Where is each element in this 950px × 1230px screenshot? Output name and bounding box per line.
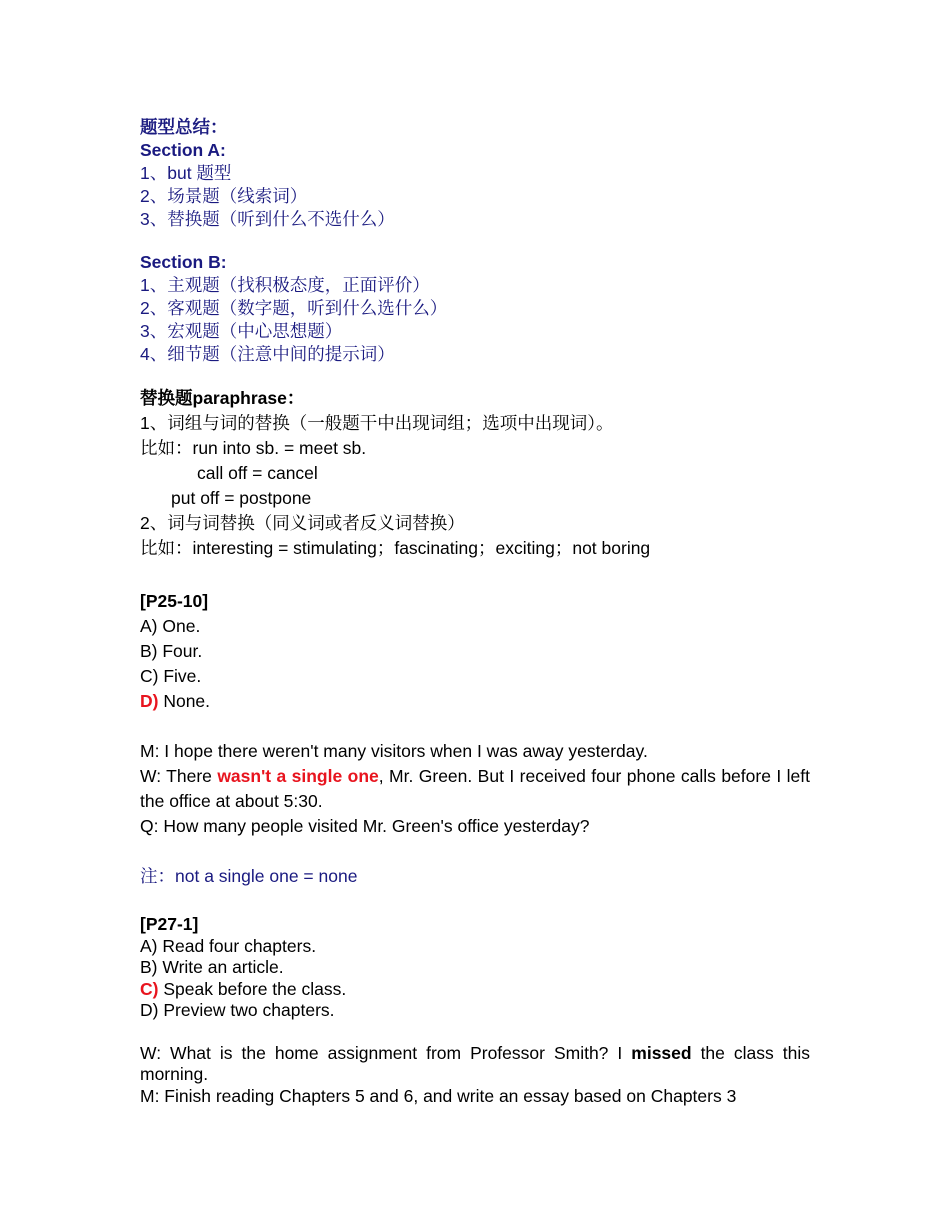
example-text: call off = cancel bbox=[197, 463, 318, 483]
example-line bbox=[140, 536, 810, 561]
option-d bbox=[140, 689, 810, 714]
option-text: Write an article. bbox=[157, 957, 284, 977]
example-line bbox=[140, 436, 810, 461]
list-item: 4、细节题（注意中间的提示词） bbox=[140, 344, 395, 364]
paraphrase-rule-1: 1、词组与词的替换（一般题干中出现词组；选项中出现词）。 bbox=[140, 413, 614, 433]
option-text: Speak before the class. bbox=[158, 978, 347, 999]
option-b bbox=[140, 957, 810, 979]
option-letter: A) bbox=[140, 935, 158, 956]
option-text: Four. bbox=[157, 641, 203, 661]
option-d bbox=[140, 1000, 810, 1022]
example-text: interesting = stimulating；fascinating；exciting；not boring bbox=[192, 538, 651, 558]
option-c bbox=[140, 664, 810, 689]
option-letter: B) bbox=[140, 641, 158, 661]
key-phrase: wasn't a single one bbox=[217, 766, 379, 786]
section-a-title: Section A: bbox=[140, 140, 226, 160]
list-item: 1、but 题型 bbox=[140, 163, 232, 183]
example-text: put off = postpone bbox=[171, 488, 312, 508]
example-prefix: 比如： bbox=[140, 438, 193, 458]
option-a bbox=[140, 936, 810, 958]
dialogue-man: M: I hope there weren't many visitors when I was away yesterday. bbox=[140, 741, 648, 761]
paraphrase-rule-2: 2、词与词替换（同义词或者反义词替换） bbox=[140, 513, 465, 533]
example-prefix: 比如： bbox=[140, 538, 193, 558]
option-letter: B) bbox=[140, 957, 158, 977]
option-a bbox=[140, 614, 810, 639]
document-page bbox=[140, 116, 810, 1107]
question-id: [P25-10] bbox=[140, 591, 209, 611]
example-text: run into sb. = meet sb. bbox=[192, 438, 367, 458]
dialogue-text: W: What is the home assignment from Professor Smith? I bbox=[140, 1042, 632, 1063]
dialogue-woman bbox=[140, 1043, 810, 1086]
dialogue-text: the class this morning. bbox=[140, 1042, 810, 1084]
option-letter: D) bbox=[140, 1000, 159, 1020]
question-id: [P27-1] bbox=[140, 914, 199, 934]
key-word: missed bbox=[631, 1042, 692, 1063]
option-text: One. bbox=[157, 616, 201, 636]
option-letter: A) bbox=[140, 616, 158, 636]
option-text: Read four chapters. bbox=[157, 935, 317, 956]
answer-letter: C) bbox=[140, 978, 159, 999]
dialogue-question: Q: How many people visited Mr. Green's office yesterday? bbox=[140, 816, 590, 836]
list-item: 2、客观题（数字题，听到什么选什么） bbox=[140, 298, 448, 318]
option-letter: C) bbox=[140, 666, 159, 686]
option-text: None. bbox=[158, 691, 211, 711]
paraphrase-heading: 替换题paraphrase： bbox=[140, 388, 305, 408]
dialogue-text: , Mr. Green. But I received four phone calls before I left the office at about 5:30. bbox=[140, 766, 810, 811]
list-item: 1、主观题（找积极态度，正面评价） bbox=[140, 275, 430, 295]
list-item: 2、场景题（线索词） bbox=[140, 186, 308, 206]
section-b-title: Section B: bbox=[140, 252, 227, 272]
option-text: Preview two chapters. bbox=[158, 1000, 335, 1020]
option-text: Five. bbox=[158, 666, 202, 686]
dialogue-man: M: Finish reading Chapters 5 and 6, and write an essay based on Chapters 3 bbox=[140, 1085, 737, 1106]
dialogue-text: W: There bbox=[140, 766, 218, 786]
option-b bbox=[140, 639, 810, 664]
option-c bbox=[140, 979, 810, 1001]
list-item: 3、替换题（听到什么不选什么） bbox=[140, 209, 395, 229]
list-item: 3、宏观题（中心思想题） bbox=[140, 321, 343, 341]
summary-heading: 题型总结： bbox=[140, 117, 228, 137]
note: 注：not a single one = none bbox=[140, 866, 358, 886]
dialogue-woman bbox=[140, 764, 810, 814]
answer-letter: D) bbox=[140, 691, 159, 711]
